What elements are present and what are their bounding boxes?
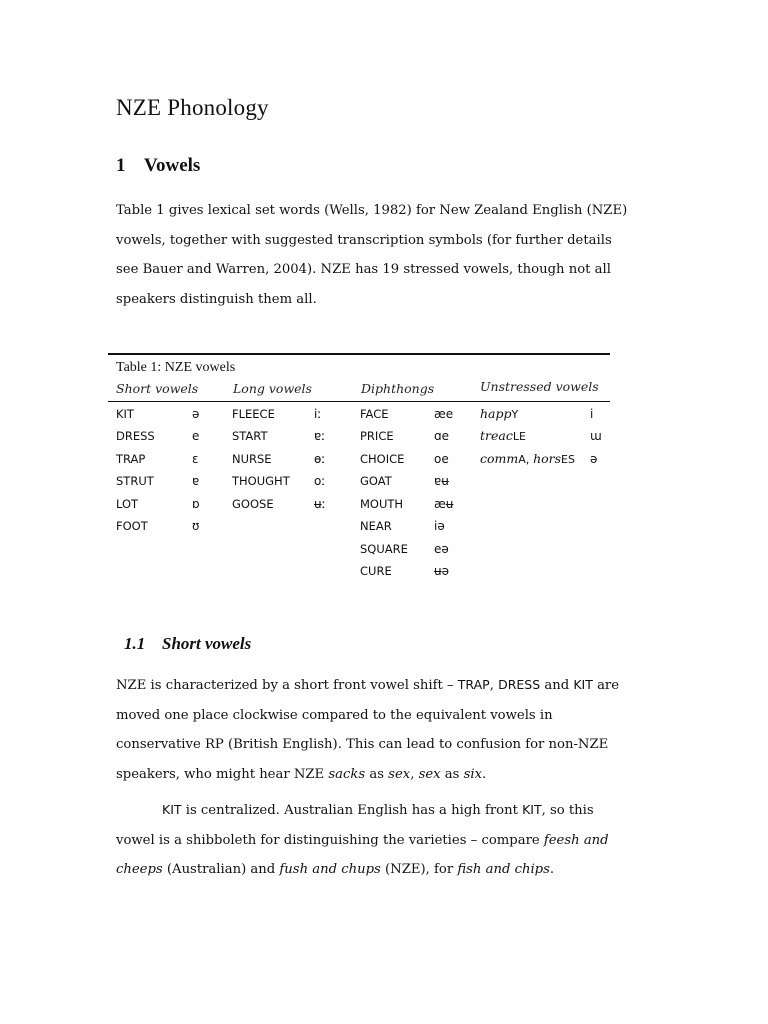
table-cell: ʉː [314,497,326,511]
text-run: (NZE), for [380,862,458,877]
text-run: , [410,766,419,782]
table-cell: ɐː [314,429,326,443]
example-phrase: fish and chips [457,862,550,877]
table-cell: GOOSE [232,497,274,511]
page-title: NZE Phonology [116,95,269,120]
col-header-long: Long vowels [233,381,312,396]
text-run: as [365,766,389,782]
example-word: sacks [328,766,366,782]
table-cell: ɯ [590,429,602,443]
short-vowels-paragraph-1 [116,670,636,789]
lexical-set-word: KIT [573,677,593,692]
section-heading [116,155,200,177]
table-cell: CURE [360,564,392,578]
text-run: as [440,766,464,782]
table-cell: NEAR [360,519,392,533]
text-run: . [482,766,487,782]
table-cell: ɐ [192,474,200,488]
example-phrase: feesh and cheeps [116,832,609,877]
example-word: six [463,766,483,782]
table-cell: i [590,407,594,421]
table-caption: Table 1: NZE vowels [116,360,236,375]
table-cell: ə [590,452,598,466]
table-cell: ɒ [192,497,200,511]
unstressed-stem: hors [533,451,562,466]
example-word: sex [388,766,411,782]
text-run: , [489,678,499,693]
unstressed-caps: Y [511,408,519,421]
lexical-set-word: TRAP [457,677,490,692]
table-cell [480,451,575,466]
subsection-heading [124,634,251,654]
subsection-number: 1.1 [124,634,146,653]
text-run: is centralized. Australian English has a high front [181,803,523,818]
text-run: (Australian) and [162,862,280,877]
unstressed-stem: treac [480,428,513,443]
unstressed-caps: ES [561,453,575,466]
table-cell: TRAP [116,452,146,466]
table-top-rule [108,353,610,355]
short-vowels-paragraph-2 [116,795,636,885]
table-cell: ɵː [314,452,326,466]
table-cell [480,428,526,443]
table-cell: oe [434,452,449,466]
text-run: are moved one place clockwise compared to the equivalent vowels in conservative RP (British English). This can lead to confusion for non-NZE speakers, who might hear NZE [116,678,620,782]
table-cell: æe [434,407,454,421]
table-cell: CHOICE [360,452,405,466]
unstressed-sep: , [525,452,534,466]
lexical-set-word: KIT [522,802,542,817]
table-cell: DRESS [116,429,155,443]
text-run: . [549,862,555,877]
example-phrase: fush and chups [279,862,381,877]
unstressed-stem: comm [480,451,519,466]
example-word: sex [418,766,441,782]
table-cell: ʉə [434,564,449,578]
table-cell: ə [192,407,200,421]
subsection-title: Short vowels [162,634,252,653]
table-cell: iə [434,519,445,533]
text-run: NZE is characterized by a short front vowel shift – [116,678,458,693]
table-cell: PRICE [360,429,394,443]
text-run: and [540,678,574,693]
unstressed-caps: A [518,453,526,466]
table-cell: STRUT [116,474,154,488]
text-run: , so this vowel is a shibboleth for distinguishing the varieties – compare [116,803,594,848]
table-cell: NURSE [232,452,272,466]
table-cell: FACE [360,407,389,421]
table-cell: LOT [116,497,139,511]
lexical-set-word: DRESS [498,677,541,692]
table-cell: FLEECE [232,407,275,421]
table-cell: SQUARE [360,542,408,556]
table-cell: e [192,429,200,443]
table-cell [480,406,518,421]
table-cell: FOOT [116,519,148,533]
table-cell: ɐʉ [434,474,449,488]
intro-paragraph: Table 1 gives lexical set words (Wells, 1982) for New Zealand English (NZE) vowels, together with suggested transcription symbols (for further details see Bauer and Warren, 2004). NZE has 19 stressed vowels, though not all speakers distinguish them all. [116,203,628,307]
lexical-set-word: KIT [162,802,182,817]
unstressed-stem: happ [480,406,512,421]
col-header-short: Short vowels [116,381,199,396]
section-number: 1 [116,155,126,176]
table-cell: iː [314,407,322,421]
table-header-rule [108,401,610,402]
table-cell: MOUTH [360,497,404,511]
table-cell: oː [314,474,326,488]
table-cell: GOAT [360,474,392,488]
table-cell: ɛ [192,452,199,466]
section-title: Vowels [144,155,201,176]
col-header-diph: Diphthongs [361,381,435,396]
table-cell: START [232,429,268,443]
table-cell: ɑe [434,429,449,443]
table-cell: eə [434,542,449,556]
table-cell: ʊ [192,519,200,533]
unstressed-caps: LE [512,430,526,443]
table-cell: æʉ [434,497,454,511]
table-cell: KIT [116,407,134,421]
table-cell: THOUGHT [232,474,290,488]
col-header-unstressed: Unstressed vowels [480,379,599,394]
